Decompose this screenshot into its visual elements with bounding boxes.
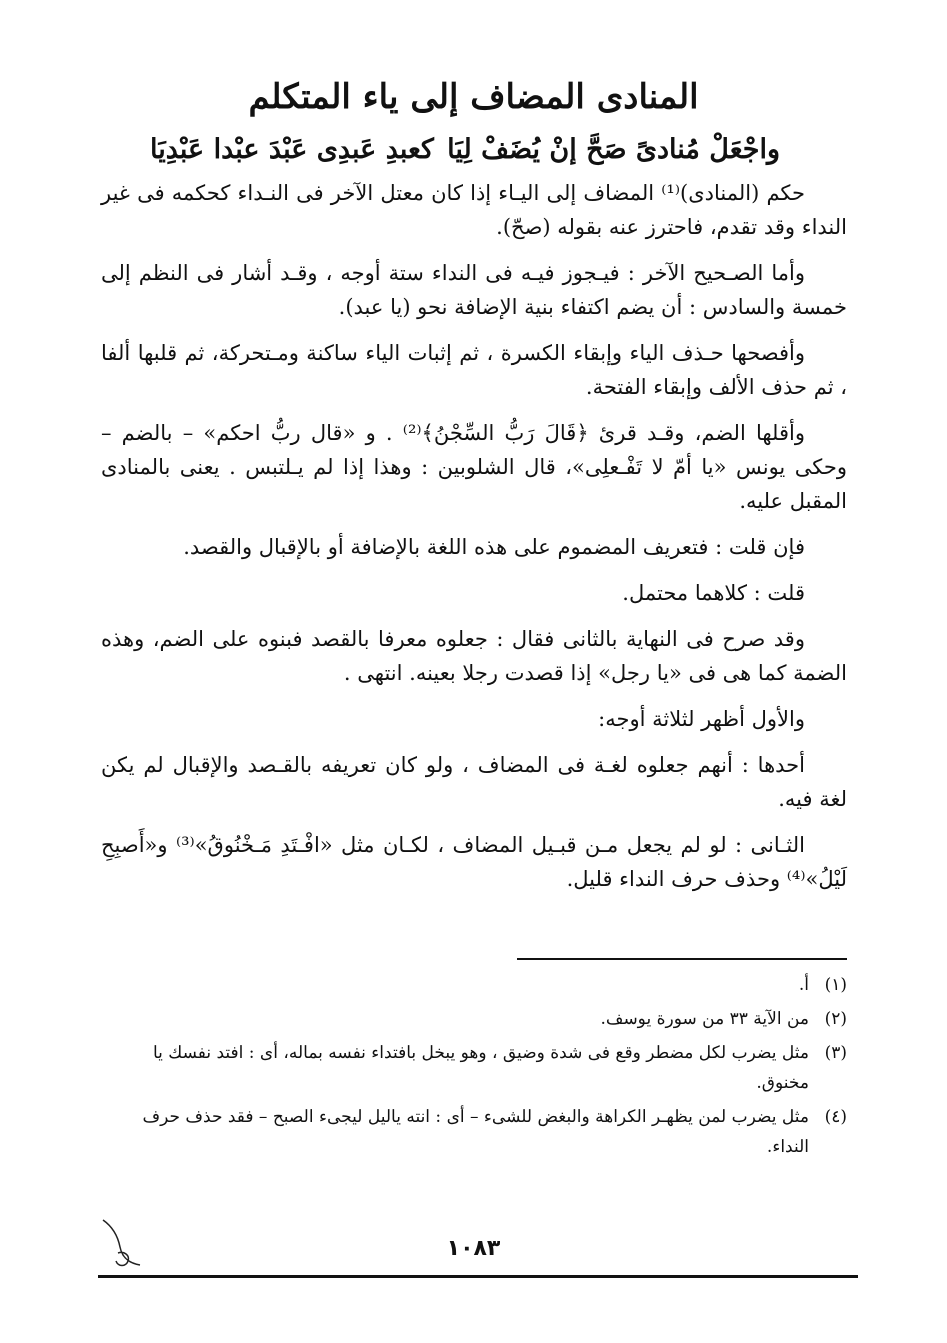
footnote-number: (٤) xyxy=(824,1107,847,1127)
footnote-number: (٢) xyxy=(824,1009,847,1029)
paragraph: وأما الصـحيح الآخر : فيـجوز فيـه فى النداء ستة أوجه ، وقـد أشار فى النظم إلى خمسة والسادس : أن يضم اكتفاء بنية الإضافة نحو (يا عبد). xyxy=(101,261,847,319)
page-title: المنادى المضاف إلى ياء المتكلم xyxy=(248,77,699,117)
footnote-number: (٣) xyxy=(824,1043,847,1063)
footnote-divider xyxy=(517,958,847,960)
verse-hemistich-left: كعبدِ عَبدِى عَبْدَ عبْدا عَبْدِيَا xyxy=(150,134,434,165)
footnote xyxy=(101,1102,847,1162)
footnotes xyxy=(101,970,847,1166)
verse-line xyxy=(150,128,780,172)
paragraph: أحدها : أنهم جعلوه لغـة فى المضاف ، ولو كان تعريفه بالقـصد والإقبال لم يكن لغة فيه. xyxy=(101,753,847,811)
page-number: ١٠٨٣ xyxy=(446,1236,501,1261)
paragraph: وقد صرح فى النهاية بالثانى فقال : جعلوه معرفا بالقصد فبنوه على الضم، وهذه الضمة كما هى فى «يا رجل» إذا قصدت رجلا بعينه. انتهى . xyxy=(101,627,847,685)
verse-hemistich-right: واجْعَلْ مُنادىً صَحَّ إنْ يُضَفْ لِيَا xyxy=(447,134,780,165)
paragraph: وأقلها الضم، وقـد قرئ ﴿قَالَ رَبُّ السِّجْنُ﴾⁽²⁾ . و «قال ربُّ احكم» – بالضم – وحكى يونس «يا أمّ لا تَفْـعلِى»، قال الشلوبين : وهذا إذا لم يـلتبس . يعنى بالمنادى المقبل عليه. xyxy=(101,421,847,513)
footnote-number: (١) xyxy=(824,975,847,995)
paragraph: والأول أظهر لثلاثة أوجه: xyxy=(598,707,805,731)
footnote-text: مثل يضرب لمن يظهـر الكراهة والبغض للشىء – أى : انته ياليل ليجىء الصبح – فقد حذف حرف النداء. xyxy=(142,1107,809,1157)
paragraph: حكم (المنادى)⁽¹⁾ المضاف إلى اليـاء إذا كان معتل الآخر فى النـداء كحكمه فى غير النداء وقد تقدم، فاحترز عنه بقوله (صحّ). xyxy=(101,181,847,239)
paragraph: وأفصحها حـذف الياء وإبقاء الكسرة ، ثم إثبات الياء ساكنة ومـتحركة، ثم قلبها ألفا ، ثم حذف الألف وإبقاء الفتحة. xyxy=(101,341,847,399)
footnote-text: مثل يضرب لكل مضطر وقع فى شدة وضيق ، وهو يبخل بافتداء نفسه بماله، أى : افتد نفسك يا مخنوق. xyxy=(152,1043,809,1093)
footnote xyxy=(101,970,847,1000)
paragraph: فإن قلت : فتعريف المضموم على هذه اللغة بالإضافة أو بالإقبال والقصد. xyxy=(183,535,805,559)
footnote-text: أ. xyxy=(798,975,809,995)
paragraph: الثـانى : لو لم يجعل مـن قبـيل المضاف ، لكـان مثل «افْـتَدِ مَـخْنُوقُ»⁽³⁾ و«أَصبِحِ لَيْلُ»⁽⁴⁾ وحذف حرف النداء قليل. xyxy=(101,833,847,891)
bottom-rule xyxy=(98,1275,858,1278)
footnote xyxy=(101,1004,847,1034)
footnote-text: من الآية ٣٣ من سورة يوسف. xyxy=(600,1009,809,1029)
paragraph: قلت : كلاهما محتمل. xyxy=(622,581,805,605)
body-text xyxy=(101,176,847,908)
footnote xyxy=(101,1038,847,1098)
